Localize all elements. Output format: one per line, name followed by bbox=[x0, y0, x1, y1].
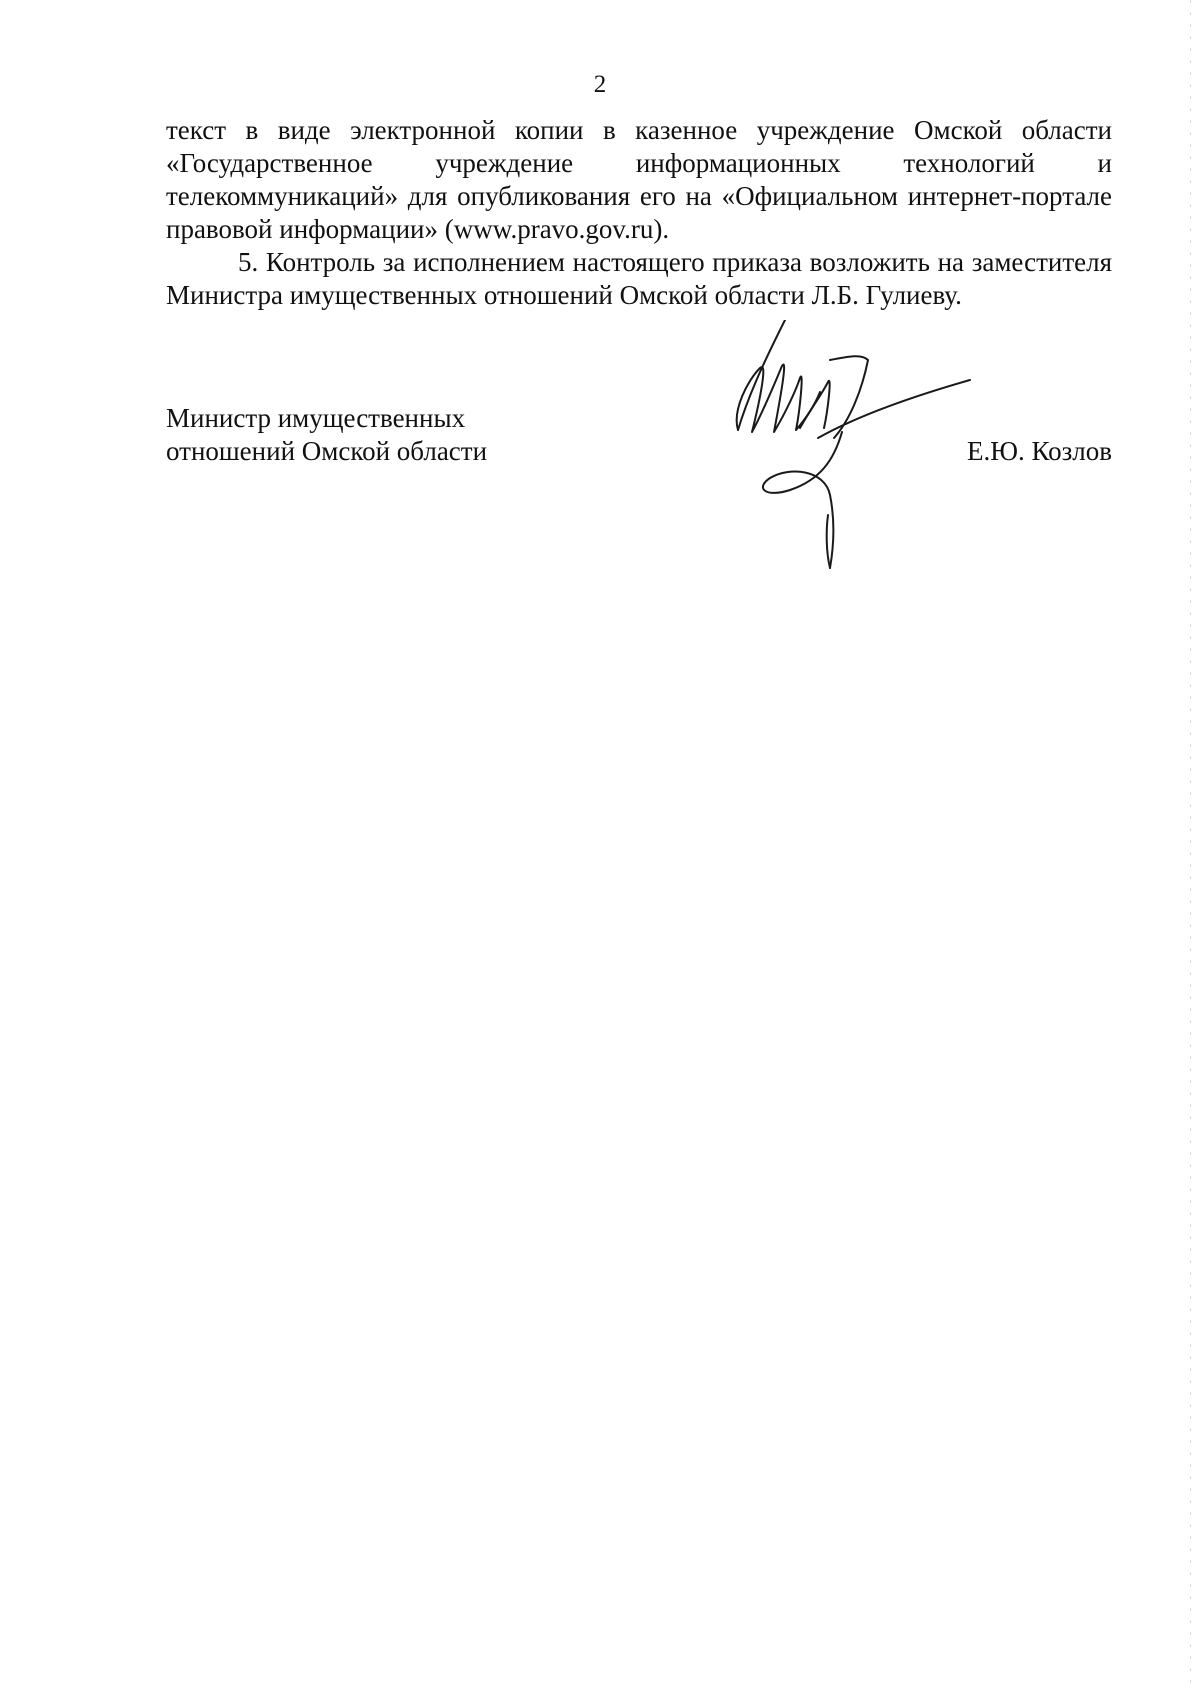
signatory-position-line-1: Министр имущественных bbox=[166, 403, 466, 433]
signatory-name: Е.Ю. Козлов bbox=[966, 436, 1112, 466]
document-body bbox=[166, 114, 1112, 312]
handwritten-signature bbox=[730, 320, 1000, 575]
signatory-position-line-2: отношений Омской области bbox=[166, 436, 488, 466]
scan-edge-artifact bbox=[1189, 0, 1192, 1686]
signatory-position bbox=[166, 402, 626, 468]
paragraph-control: 5. Контроль за исполнением настоящего приказа возложить на заместителя Министра имущественных отношений Омской области Л.Б. Гулиеву. bbox=[166, 247, 1112, 310]
paragraph-publication: текст в виде электронной копии в казенное учреждение Омской области «Государственное учреждение информационных технологий и телекоммуникаций» для опубликования его на «Официальном интернет-портале правовой информации» (www.pravo.gov.ru). bbox=[166, 115, 1112, 244]
page-number: 2 bbox=[593, 71, 607, 98]
